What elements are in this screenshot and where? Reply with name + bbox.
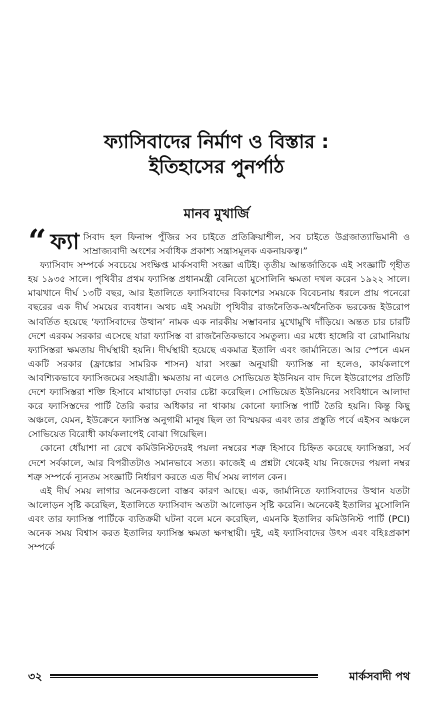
- page-footer: [28, 668, 410, 684]
- drop-cap: ফ্যা: [50, 230, 80, 255]
- article-title-line2: ইতিহাসের পুনর্পাঠ: [148, 156, 285, 178]
- paragraph-3: কোনো ধোঁয়াশা না রেখে কমিউনিস্টদেরই পয়লা নম্বরের শত্রু হিসাবে চিহ্নিত করেছে ফ্যাসিস্তরা, সর্ব দেশে সর্বকালে, আর বিপরীতটাও সমানভাবে সত্য। কাজেই এ প্রশ্নটা থেকেই যায় নিজেদের পয়লা নম্বর শত্রু সম্পর্কে ন্যূনতম সংজ্ঞাটি নির্ধারণ করতে এত দীর্ঘ সময় লাগল কেন।: [28, 443, 410, 483]
- footer-rule: [50, 674, 318, 678]
- opening-quote-mark: “: [28, 222, 47, 260]
- journal-name: মার্কসবাদী পথ: [349, 670, 410, 683]
- author-name: মানব মুখার্জি: [183, 207, 250, 222]
- article-title-line1: ফ্যাসিবাদের নির্মাণ ও বিস্তার :: [103, 131, 330, 153]
- paragraph-1: [28, 222, 410, 260]
- page-number: ৩২: [28, 670, 43, 683]
- article-body: [28, 222, 410, 555]
- paragraph-1-text: সিবাদ হল ফিনান্স পুঁজির সব চাইতে প্রতিক্রিয়াশীল, সব চাইতে উগ্রজাত্যাভিমানী ও সাম্রাজ্যবাদী অংশের সর্বাধিক প্রকাশ্য সন্ত্রাসমূলক একনায়কত্ব।”: [83, 232, 410, 258]
- paragraph-4: এই দীর্ঘ সময় লাগার অনেকগুলো বাস্তব কারণ আছে। এক, জার্মানিতে ফ্যাসিবাদের উত্থান যতটা আলোড়ন সৃষ্টি করেছিল, ইতালিতে ফ্যাসিবাদ অতটা আলোড়ন সৃষ্টি করেনি। অনেকেই ইতালির মুসোলিনি এবং তার ফ্যাসিস্ত পার্টিকে ব্যতিক্রমী ঘটনা বলে মনে করেছিল, এমনকি ইতালির কমিউনিস্ট পার্টি (PCI) অনেক সময় বিশ্বাস করত ইতালির ফ্যাসিস্ত ক্ষমতা ক্ষণস্থায়ী। দুই, এই ফ্যাসিবাদের উৎস এবং বহিঃপ্রকাশ সম্পর্কে: [28, 485, 410, 554]
- paragraph-2: ফ্যাসিবাদ সম্পর্কে সবচেয়ে সংক্ষিপ্ত মার্কসবাদী সংজ্ঞা এটিই। তৃতীয় আন্তর্জাতিকে এই সংজ্ঞাটি গৃহীত হয় ১৯৩৫ সালে। পৃথিবীর প্রথম ফ্যাসিস্ত প্রধানমন্ত্রী বেনিতো মুসোলিনি ক্ষমতা দখল করেন ১৯২২ সালে। মাঝখানে দীর্ঘ ১৩টি বছর, আর ইতালিতে ফ্যাসিবাদের বিকাশের সময়কে বিবেচনায় ধরলে প্রায় পনেরো বছরের এক দীর্ঘ সময়ের ব্যবধান। অথচ এই সময়টা পৃথিবীর রাজনৈতিক-অর্থনৈতিক ভরকেন্দ্র ইউরোপ আবর্তিত হয়েছে ‘ফ্যাসিবাদের উত্থান’ নামক এক নারকীয় সম্ভাবনার মুখোমুখি দাঁড়িয়ে। অন্তত চার চারটি দেশে এরকম সরকার এসেছে যারা ফ্যাসিস্ত বা রাজনৈতিকভাবে সমতুল্য। এর মধ্যে হাঙ্গেরি বা রোমানিয়ায় ফ্যাসিস্তরা ক্ষমতায় দীর্ঘস্থায়ী হয়নি। দীর্ঘস্থায়ী হয়েছে একমাত্র ইতালি এবং জার্মানিতে। আর স্পেনে এমন একটি সরকার (ফ্রাঙ্কোর সামরিক শাসন) যারা সংজ্ঞা অনুযায়ী ফ্যাসিস্ত না হলেও, কার্যকলাপে আবশ্যিকভাবে ফ্যাসিজমের সহযাত্রী। ক্ষমতায় না এলেও সোভিয়েত ইউনিয়ন বাদ দিলে ইউরোপের প্রতিটি দেশে ফ্যাসিস্তরা শক্তি হিসাবে মাথাচাড়া দেবার চেষ্টা করেছিল। সোভিয়েত ইউনিয়নের সংবিধানে আলাদা করে ফ্যাসিস্তদের পার্টি তৈরি করার অধিকার না থাকায় কোনো ফ্যাসিস্ত পার্টি তৈরি হয়নি। কিন্তু কিছু অঞ্চলে, যেমন, ইউক্রেনে ফ্যাসিস্ত অনুগামী মানুষ ছিল তা বিস্ময়কর এবং তার প্রস্তুতি পর্বে এইসব অঞ্চলে সোভিয়েত বিরোধী কার্যকলাপেই বোঝা গিয়েছিল।: [28, 260, 410, 441]
